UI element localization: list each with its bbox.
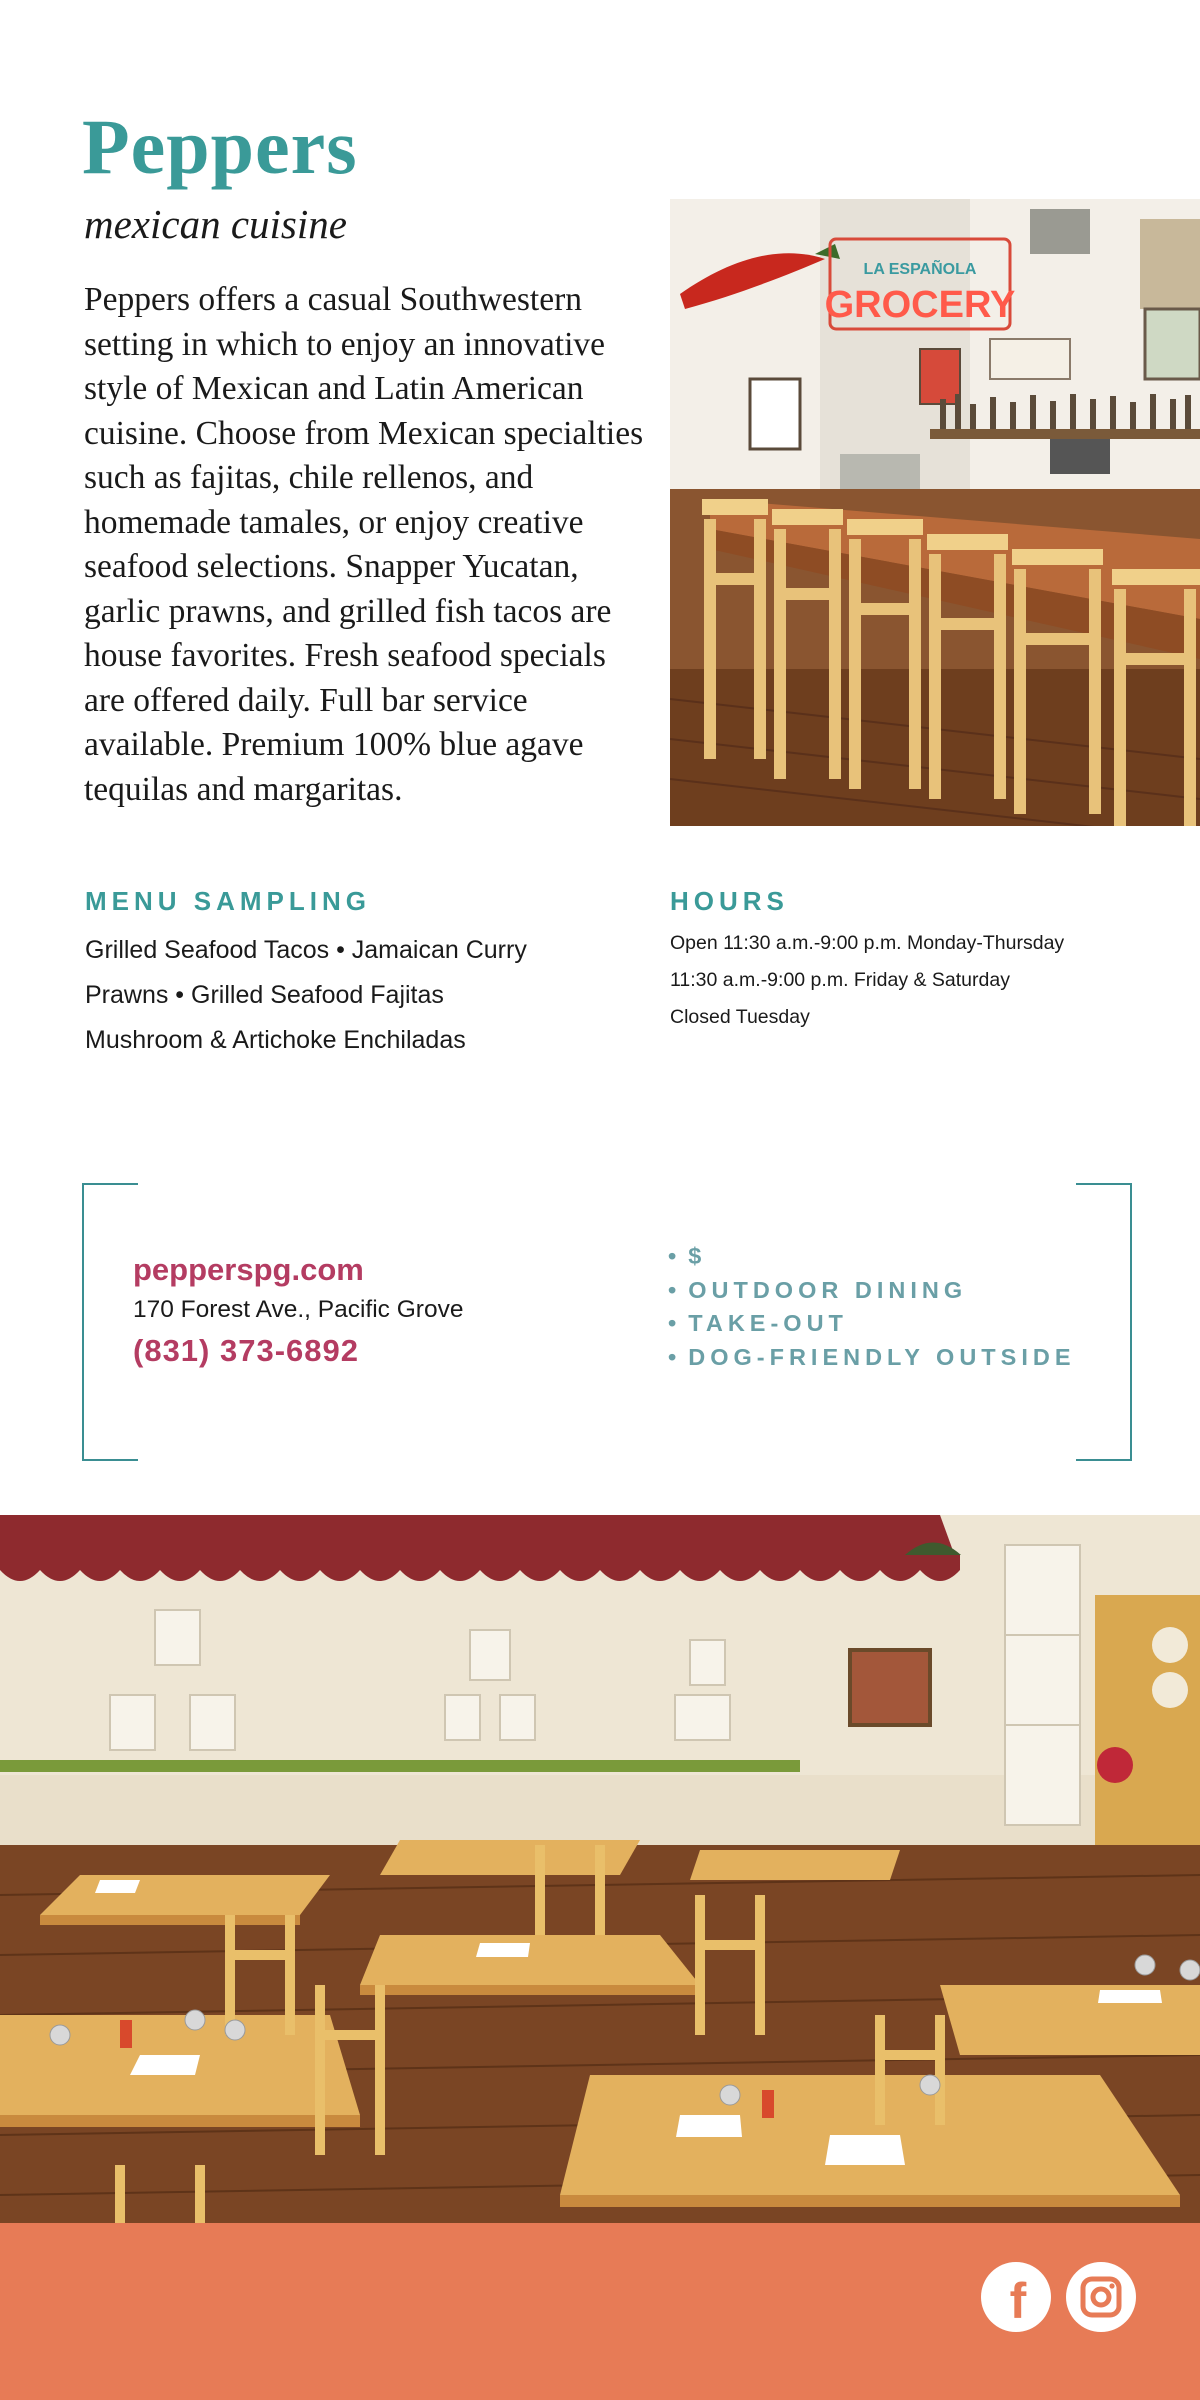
menu-sampling-line: Grilled Seafood Tacos • Jamaican Curry	[85, 936, 527, 964]
feature-item	[668, 1240, 1076, 1274]
info-box-left-bracket	[82, 1183, 138, 1461]
facebook-button[interactable]	[981, 2262, 1051, 2332]
address: 170 Forest Ave., Pacific Grove	[133, 1296, 464, 1323]
feature-label: DOG-FRIENDLY OUTSIDE	[688, 1343, 1076, 1370]
website-link[interactable]: pepperspg.com	[133, 1252, 364, 1287]
dining-room-illustration	[0, 1515, 1200, 2223]
restaurant-description: Peppers offers a casual Southwestern setting in which to enjoy an innovative style of Mexican and Latin American cuisine. Choose from Mexican specialties such as fajitas, chile rellenos, and homemade tamales, or enjoy creative seafood selections. Snapper Yucatan, garlic prawns, and grilled fish tacos are house favorites. Fresh seafood specials are offered daily. Full bar service available. Premium 100% blue agave tequilas and margaritas.	[84, 281, 644, 808]
feature-label: $	[688, 1243, 707, 1269]
menu-sampling-list	[85, 928, 645, 1063]
bar-photo	[670, 199, 1200, 826]
hours-line: Closed Tuesday	[670, 1006, 810, 1028]
instagram-button[interactable]	[1066, 2262, 1136, 2332]
feature-bullet: •	[668, 1243, 677, 1269]
restaurant-name: Peppers	[82, 103, 358, 190]
feature-bullet: •	[668, 1276, 677, 1303]
menu-sampling-line: Prawns • Grilled Seafood Fajitas	[85, 981, 444, 1009]
menu-sampling-heading: MENU SAMPLING	[85, 886, 371, 916]
phone-link[interactable]: (831) 373-6892	[133, 1333, 359, 1368]
restaurant-tagline: mexican cuisine	[84, 201, 347, 247]
hours-heading: HOURS	[670, 886, 789, 916]
hours-line: 11:30 a.m.-9:00 p.m. Friday & Saturday	[670, 969, 1010, 991]
feature-label: OUTDOOR DINING	[688, 1276, 968, 1303]
bar-interior-illustration	[670, 199, 1200, 826]
hours-list	[670, 925, 1190, 1036]
info-box-right-bracket	[1076, 1183, 1132, 1461]
feature-item	[668, 1274, 1076, 1308]
features-list	[668, 1240, 1076, 1374]
feature-item	[668, 1341, 1076, 1375]
bar-sign-main-text: GROCERY	[824, 284, 1016, 326]
feature-bullet: •	[668, 1343, 677, 1370]
feature-item	[668, 1307, 1076, 1341]
instagram-icon	[1080, 2276, 1122, 2318]
facebook-icon: f	[1009, 2273, 1027, 2329]
menu-sampling-line: Mushroom & Artichoke Enchiladas	[85, 1026, 466, 1054]
feature-bullet: •	[668, 1310, 677, 1336]
bar-sign-top-text: LA ESPAÑOLA	[863, 261, 977, 278]
feature-label: TAKE-OUT	[688, 1310, 848, 1336]
hours-line: Open 11:30 a.m.-9:00 p.m. Monday-Thursday	[670, 932, 1065, 954]
dining-room-photo	[0, 1515, 1200, 2223]
